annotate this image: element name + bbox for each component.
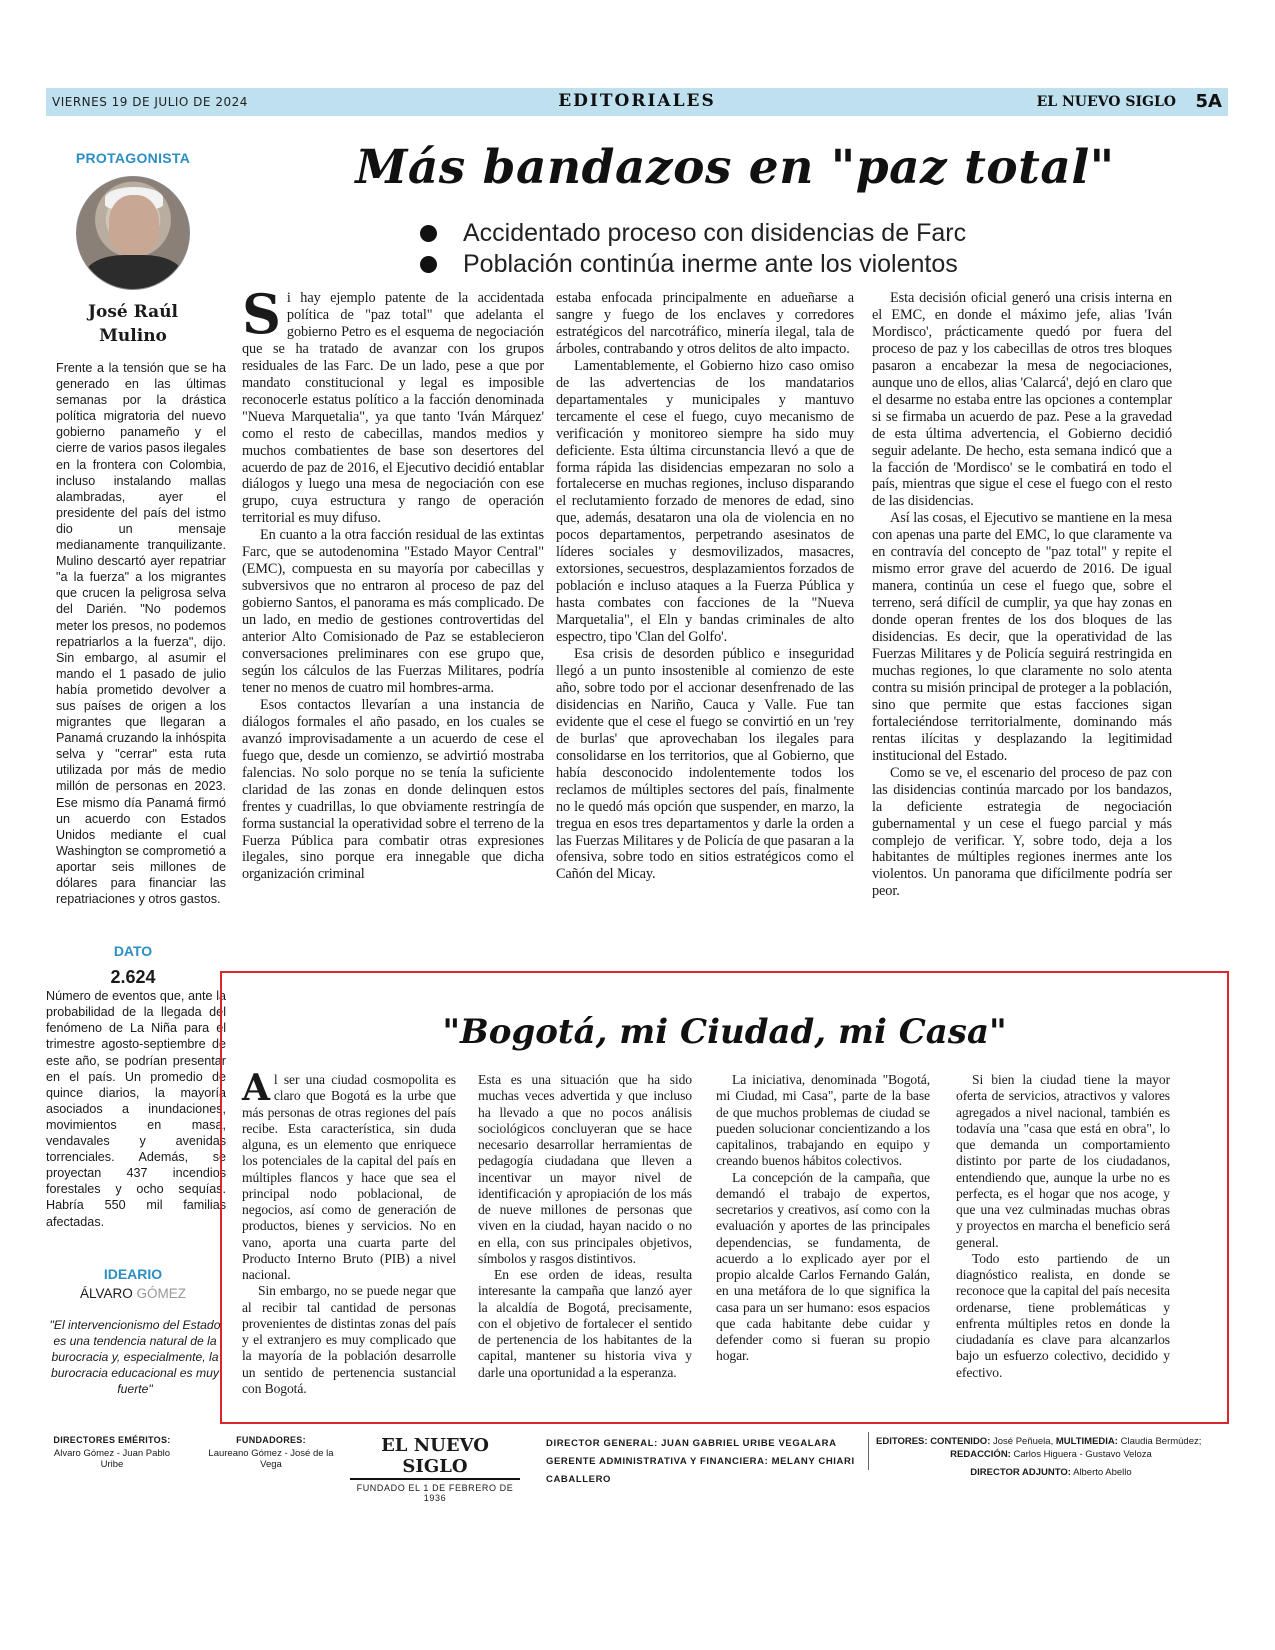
portrait-face	[109, 195, 159, 255]
paragraph: Esa crisis de desorden público e inseguridad llegó a un punto insostenible al comienzo de este año, sobre todo por el accionar desenfrenado de las disidencias en Nariño, Cauca y Valle. Fue tan evidente que el cese el fuego se convirtió en un 'rey de burlas' que aprovechaban los ilegales para consolidarse en los territorios, que al Gobierno, que había desconocido indolentemente todos los reclamos de múltiples sectores del país, finalmente no le quedó más opción que suspender, en marzo, la tregua en esos tres departamentos y darle la orden a las Fuerzas Militares y de Policía de que pasaran a la ofensiva, sobre todo en sitios estratégicos como el Cañón del Micay.	[556, 646, 854, 883]
paragraph: La concepción de la campaña, que demandó el trabajo de expertos, secretarios y creativos, así como con la evaluación y aportes de las principales dependencias, se fundamenta, de acuerdo a lo explicado ayer por el propio alcalde Carlos Fernando Galán, en una metáfora de lo que significa la casa para un ser humano: esos espacios que cada habitante debe cuidar y defender como si fueran su propio hogar.	[716, 1169, 930, 1364]
fundadores-label: FUNDADORES:	[236, 1435, 306, 1445]
ideario-author-first: ÁLVARO	[79, 1285, 133, 1301]
redaccion-label: REDACCIÓN:	[950, 1449, 1011, 1460]
fundadores-names: Laureano Gómez - José de la Vega	[208, 1448, 334, 1470]
protagonist-name-line2: Mulino	[99, 326, 167, 346]
adjunto-name: Alberto Abello	[1073, 1467, 1132, 1478]
boxed-column-2	[478, 1072, 692, 1381]
paragraph: estaba enfocada principalmente en adueñarse a sangre y fuego de los enclaves y corredores estratégicos del narcotráfico, minería ilegal, tala de árboles, contrabando y otros delitos de alto impacto.	[556, 290, 854, 357]
editores-label: EDITORES: CONTENIDO:	[876, 1436, 991, 1447]
bullet-item	[420, 218, 966, 249]
footer-masthead	[350, 1435, 520, 1503]
gerente-label: GERENTE ADMINISTRATIVA Y FINANCIERA:	[546, 1456, 769, 1467]
drop-cap: A	[242, 1067, 270, 1109]
redaccion-line	[876, 1448, 1226, 1461]
director-label: DIRECTOR GENERAL:	[546, 1438, 658, 1449]
ideario-author	[40, 1286, 226, 1301]
ideario-kicker: IDEARIO	[103, 1265, 163, 1282]
boxed-column-3	[716, 1072, 930, 1365]
ideario-author-last: GÓMEZ	[136, 1285, 187, 1301]
footer-founded: FUNDADO EL 1 DE FEBRERO DE 1936	[356, 1483, 514, 1503]
page-number: 5A	[1195, 91, 1222, 112]
multimedia-name: Claudia Bermúdez;	[1120, 1436, 1202, 1447]
paragraph: Esta decisión oficial generó una crisis interna en el EMC, en donde el máximo jefe, alias 'Iván Mordisco', prácticamente quedó por fuera del proceso de paz y los cabecillas de otros tres bloques pasaron a encabezar la mesa de negociaciones, aunque uno de ellos, alias 'Calarcá', dejó en claro que el desarme no estaba entre las opciones a contemplar si se firmaba un acuerdo de paz. Pese a la gravedad de esta última advertencia, el Gobierno decidió seguir adelante. De hecho, esta semana indicó que a la facción de 'Mordisco' se le combatirá en todo el país, mientras que sigue el cese el fuego con el resto de las disidencias.	[872, 290, 1172, 510]
boxed-column-1	[242, 1067, 456, 1397]
footer-emeritos	[52, 1435, 172, 1470]
paragraph: En ese orden de ideas, resulta interesante la campaña que lanzó ayer la alcaldía de Bogotá, precisamente, con el objetivo de fortalecer el sentido de pertenencia de los habitantes de la capital, mantener su historia viva y darle una oportunidad a la esperanza.	[478, 1267, 692, 1380]
paragraph: Todo esto partiendo de un diagnóstico realista, en donde se reconoce que la capital del país necesita ordenarse, tiene problemáticas y enfrenta múltiples retos en donde la ciudadanía es clave para alcanzarlos bajo un esfuerzo colectivo, decidido y efectivo.	[956, 1250, 1170, 1380]
editorial-column-1	[242, 282, 544, 883]
dato-kicker: DATO	[113, 943, 153, 960]
protagonist-portrait	[76, 176, 190, 290]
bullet-text: Población continúa inerme ante los violentos	[463, 250, 958, 278]
editorial-title: Más bandazos en "paz total"	[355, 140, 1115, 195]
portrait-shirt	[85, 255, 183, 290]
ideario-quote: "El intervencionismo del Estado es una tendencia natural de la burocracia y, especialmente, la burocracia educacional es muy fuerte"	[49, 1317, 221, 1396]
editorial-column-3	[872, 290, 1172, 900]
paragraph-text: l ser una ciudad cosmopolita es claro que Bogotá es la urbe que más personas de otras regiones del país recibe. Esta característica, sin duda alguna, es un elemento que enriquece los potenciales de la capital del país en múltiples flancos y hace que sea el principal nodo poblacional, de negocios, así como de generación de productos, bienes y servicios. No en vano, aporta una cuarta parte del Producto Interno Bruto (PIB) a nivel nacional.	[242, 1072, 456, 1282]
paragraph-text: i hay ejemplo patente de la accidentada política de "paz total" que adelanta el gobierno Petro es el esquema de negociación que se ha tratado de avanzar con los grupos residuales de las Farc. De un lado, pese a que por mandato constitucional y legal es imposible reconocerle estatus político a la facción denominada "Nueva Marquetalia", ya que tanto 'Iván Márquez' como el resto de cabecillas, mandos medios y muchos combatientes de base son desertores del acuerdo de paz de 2016, el Ejecutivo decidió entablar diálogos y luego una mesa de negociación con ese grupo, cuya estructura y rango de operación territorial es muy difuso.	[242, 290, 544, 527]
multimedia-label: MULTIMEDIA:	[1055, 1436, 1118, 1447]
bullet-text: Accidentado proceso con disidencias de Farc	[463, 219, 967, 247]
dato-number: 2.624	[110, 967, 156, 988]
boxed-editorial-title: "Bogotá, mi Ciudad, mi Casa"	[442, 1012, 1007, 1052]
protagonista-kicker: PROTAGONISTA	[75, 150, 191, 166]
adjunto-line	[876, 1466, 1226, 1479]
paragraph	[242, 1067, 456, 1283]
paragraph: En cuanto a la otra facción residual de las extintas Farc, que se autodenomina "Estado Mayor Central" (EMC), compuesta en su mayoría por cabecillas y subversivos que no entraron al proceso de paz del gobierno Santos, el panorama es más complicado. De un lado, en medio de gestiones controvertidas del anterior Alto Comisionado de Paz se establecieron conversaciones preliminares con ese grupo que, según los cálculos de las Fuerzas Militares, podría tener no menos de cuatro mil hombres-arma.	[242, 527, 544, 696]
paragraph: Así las cosas, el Ejecutivo se mantiene en la mesa con apenas una parte del EMC, lo que claramente va en contravía del concepto de "paz total" y repite el mismo error grave del acuerdo de 2016. De igual manera, continúa un cese el fuego que, sobre el terreno, será difícil de cumplir, ya que hay zonas en donde operan frentes de los dos bloques de las disidencias. Es decir, que la operatividad de las Fuerzas Militares y de Policía seguirá restringida en muchas regiones, lo que claramente no solo atenta contra su misión principal de proteger a la población, sino que permite que estas facciones sigan fortaleciéndose territorialmente, dominando más rentas ilícitas y desplazando la legitimidad institucional del Estado.	[872, 510, 1172, 764]
adjunto-label: DIRECTOR ADJUNTO:	[970, 1467, 1071, 1478]
bullet-icon	[420, 225, 437, 242]
footer-divider	[868, 1432, 869, 1470]
drop-cap: S	[242, 282, 281, 346]
editorial-column-2	[556, 290, 854, 883]
footer-editors	[876, 1435, 1226, 1479]
paragraph: Lamentablemente, el Gobierno hizo caso omiso de las advertencias de los mandatarios departamentales y municipales y mantuvo tercamente el cese el fuego, cuyo mecanismo de verificación y monitoreo siempre ha sido muy deficiente. Esta última circunstancia llevó a que de forma rápida las disidencias empezaran no solo a fortalecerse en muchas regiones, incluso disparando el reclutamiento forzado de menores de edad, sino que, además, desataron una ola de violencia en no pocos departamentos, perpetrando asesinatos de líderes sociales y desmovilizados, masacres, extorsiones, secuestros, desplazamientos forzados de población e incluso ataques a la Fuerza Pública y hasta combates con facciones de la "Nueva Marquetalia", el Eln y bandas criminales de alto espectro, tipo 'Clan del Golfo'.	[556, 357, 854, 646]
emeritos-names: Alvaro Gómez - Juan Pablo Uribe	[53, 1448, 171, 1470]
dato-text: Número de eventos que, ante la probabilidad de la llegada del fenómeno de La Niña para el trimestre agosto-septiembre de este año, se podrían presentar en el país. Un promedio de quince diarios, la mayoría asociados a inundaciones, movimientos en masa, vendavales y avenidas torrenciales. Además, se proyectan 437 incendios forestales y ocho sequías. Habría 550 mil familias afectadas.	[46, 989, 226, 1229]
bullet-item	[420, 249, 966, 280]
emeritos-label: DIRECTORES EMÉRITOS:	[53, 1435, 171, 1445]
paragraph: Como se ve, el escenario del proceso de paz con las disidencias continúa marcado por los bandazos, la deficiente estrategia de negociación gubernamental y un cese el fuego parcial y más complejo de verificar. Y, sobre todo, deja a los habitantes de múltiples regiones inermes ante los violentos. Un panorama que difícilmente podría ser peor.	[872, 764, 1172, 900]
paragraph: Esta es una situación que ha sido muchas veces advertida y que incluso ha llevado a que no pocos análisis sociológicos concluyeran que se hace necesario desarrollar herramientas de pedagogía ciudadana que lleven a incentivar un mayor nivel de identificación y apropiación de los más de nueve millones de personas que viven en la ciudad, hayan nacido o no en ella, con sus principales objetivos, símbolos y rasgos distintivos.	[478, 1072, 692, 1266]
issue-date: VIERNES 19 DE JULIO DE 2024	[52, 95, 248, 109]
sidebar	[40, 150, 226, 1397]
redaccion-names: Carlos Higuera - Gustavo Veloza	[1013, 1449, 1152, 1460]
paragraph: La iniciativa, denominada "Bogotá, mi Ciudad, mi Casa", parte de la base de que muchos problemas de ciudad se pueden solucionar concientizando a los capitalinos, trabajando en equipo y creando buenos hábitos colectivos.	[716, 1072, 930, 1169]
director-line	[546, 1435, 856, 1453]
gerente-name: MELANY CHIARI CABALLERO	[546, 1456, 855, 1485]
paragraph	[242, 282, 544, 527]
masthead-brand: EL NUEVO SIGLO	[1036, 94, 1176, 110]
section-title: EDITORIALES	[558, 91, 716, 111]
editorial-bullets	[420, 218, 966, 280]
page-header	[46, 88, 1228, 116]
director-name: JUAN GABRIEL URIBE VEGALARA	[661, 1438, 837, 1449]
footer-brand: EL NUEVO SIGLO	[350, 1435, 520, 1480]
paragraph: Sin embargo, no se puede negar que al recibir tal cantidad de personas provenientes de distintas zonas del país y el extranjero es muy complicado que la mayoría de la población desarrolle un sentido de pertenencia sustancial con Bogotá.	[242, 1283, 456, 1396]
paragraph: Si bien la ciudad tiene la mayor oferta de servicios, atractivos y valores agregados a nivel nacional, también es todavía una "casa que está en obra", lo que demanda un comportamiento distinto por parte de los ciudadanos, entendiendo que, aunque la urbe no es perfecta, es el hogar que nos acoge, y que una vez culminadas muchas obras y proyectos en marcha el beneficio será general.	[956, 1072, 1170, 1250]
editores-line	[876, 1435, 1226, 1448]
protagonist-name-line1: José Raúl	[87, 302, 179, 322]
editores-contenido: José Peñuela,	[993, 1436, 1054, 1447]
gerente-line	[546, 1453, 856, 1489]
boxed-column-4	[956, 1072, 1170, 1381]
footer-directors	[546, 1435, 856, 1489]
protagonist-text: Frente a la tensión que se ha generado en las últimas semanas por la drástica política migratoria del nuevo gobierno panameño y el cierre de varios pasos ilegales en la frontera con Colombia, incluso instalando mallas alambradas, ayer el presidente del país del istmo dio un mensaje medianamente tranquilizante. Mulino descartó ayer repatriar "a la fuerza" a los migrantes que crucen la peligrosa selva del Darién. "No podemos meter los presos, no podemos repatriarlos a la fuerza", dijo. Sin embargo, al asumir el mando el 1 pasado de julio había prometido devolver a sus países de origen a los migrantes que llegaran a Panamá cruzando la inhóspita selva y "cerrar" esta ruta utilizada por más de medio millón de personas en 2023. Ese mismo día Panamá firmó un acuerdo con Estados Unidos mediante el cual Washington se comprometió a aportar seis millones de dólares para financiar las repatriaciones y otros gastos.	[56, 361, 226, 907]
paragraph: Esos contactos llevarían a una instancia de diálogos formales el año pasado, en los cuales se avanzó improvisadamente a un acuerdo de cese el fuego que, desde un comienzo, se advirtió mostraba falencias. No solo porque no se tenía la suficiente claridad de las zonas en donde delinquen estos frentes y cuadrillas, lo que obviamente restringía de forma sustancial la operatividad sobre el terreno de la Fuerza Pública para combatir otras expresiones ilegales, sino porque era innegable que dicha organización criminal	[242, 696, 544, 883]
protagonist-name	[40, 300, 226, 348]
bullet-icon	[420, 256, 437, 273]
footer-fundadores	[204, 1435, 338, 1470]
